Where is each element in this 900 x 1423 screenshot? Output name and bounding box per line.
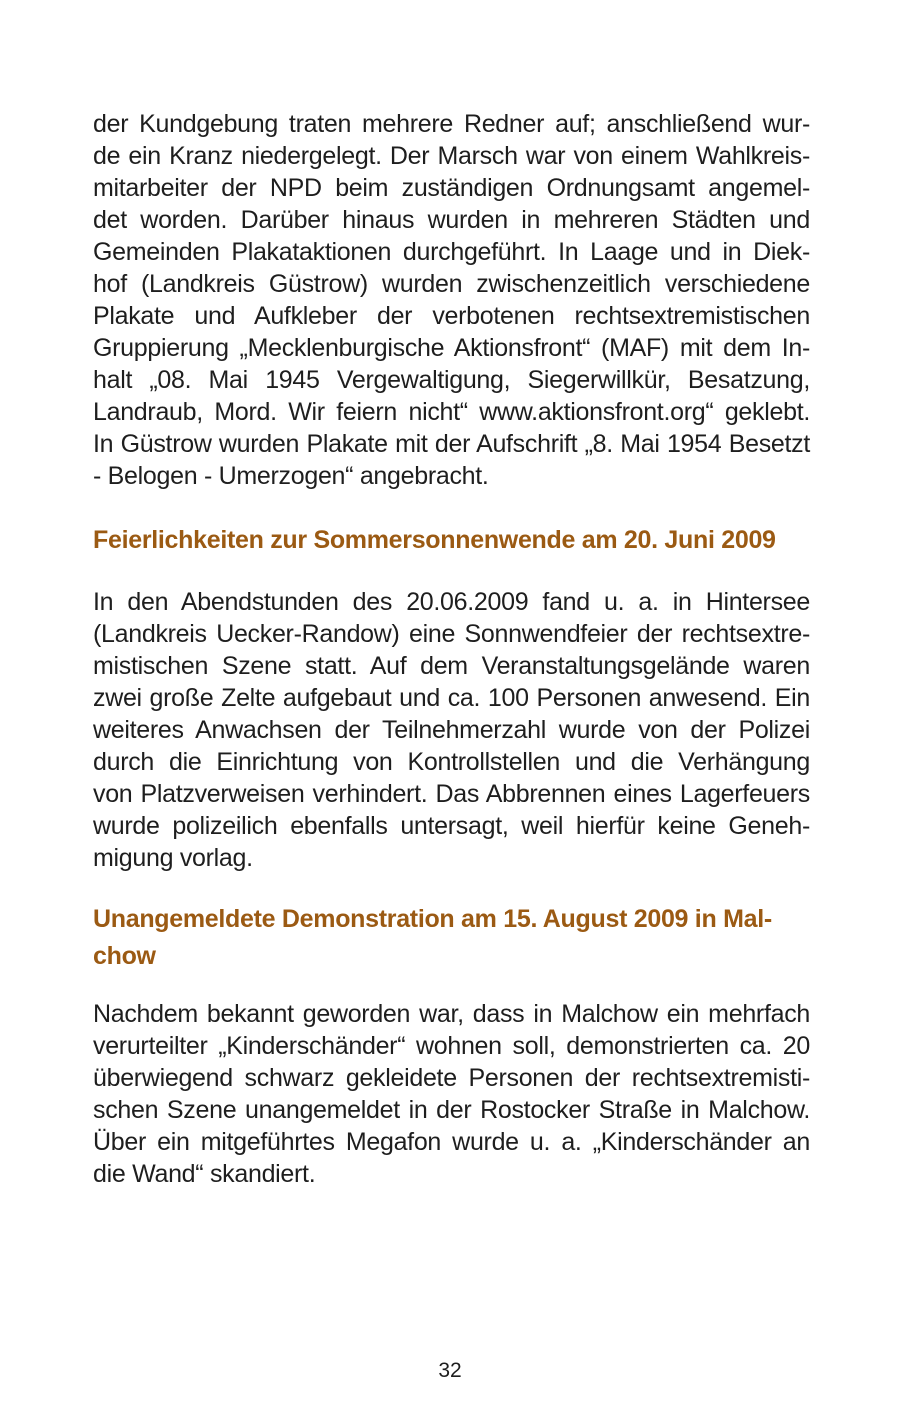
page-number: 32	[438, 1359, 462, 1382]
text-line: überwiegend schwarz gekleidete Personen der rechtsextremisti-	[93, 1064, 810, 1092]
text-line: mitarbeiter der NPD beim zuständigen Ordnungsamt angemel-	[93, 174, 810, 202]
text-line: weiteres Anwachsen der Teilnehmerzahl wurde von der Polizei	[93, 716, 810, 744]
text-line: Landraub, Mord. Wir feiern nicht“ www.aktionsfront.org“ geklebt.	[93, 398, 810, 426]
text-line: der Kundgebung traten mehrere Redner auf; anschließend wur-	[93, 110, 810, 138]
text-line: chow	[93, 942, 156, 970]
text-line: Unangemeldete Demonstration am 15. August 2009 in Mal-	[93, 905, 772, 933]
paragraph-demonstration-malchow	[93, 998, 810, 1190]
text-line: In Güstrow wurden Plakate mit der Aufschrift „8. Mai 1954 Besetzt	[93, 430, 810, 458]
text-line: verurteilter „Kinderschänder“ wohnen soll, demonstrierten ca. 20	[93, 1032, 810, 1060]
text-line: wurde polizeilich ebenfalls untersagt, weil hierfür keine Geneh-	[93, 812, 810, 840]
text-line: migung vorlag.	[93, 844, 253, 872]
section-heading-sommersonnenwende	[93, 522, 810, 559]
text-line: Nachdem bekannt geworden war, dass in Malchow ein mehrfach	[93, 1000, 810, 1028]
text-line: Gemeinden Plakataktionen durchgeführt. In Laage und in Diek-	[93, 238, 810, 266]
text-line: mistischen Szene statt. Auf dem Veranstaltungsgelände waren	[93, 652, 810, 680]
text-line: Plakate und Aufkleber der verbotenen rechtsextremistischen	[93, 302, 810, 330]
text-line: durch die Einrichtung von Kontrollstellen und die Verhängung	[93, 748, 810, 776]
text-line: Gruppierung „Mecklenburgische Aktionsfront“ (MAF) mit dem In-	[93, 334, 810, 362]
text-line: halt „08. Mai 1945 Vergewaltigung, Siegerwillkür, Besatzung,	[93, 366, 810, 394]
text-line: hof (Landkreis Güstrow) wurden zwischenzeitlich verschiedene	[93, 270, 810, 298]
text-line: det worden. Darüber hinaus wurden in mehreren Städten und	[93, 206, 810, 234]
paragraph-kundgebung-plakataktionen	[93, 108, 810, 492]
text-line: In den Abendstunden des 20.06.2009 fand u. a. in Hintersee	[93, 588, 810, 616]
text-line: die Wand“ skandiert.	[93, 1160, 316, 1188]
text-line: (Landkreis Uecker-Randow) eine Sonnwendfeier der rechtsextre-	[93, 620, 810, 648]
text-line: zwei große Zelte aufgebaut und ca. 100 Personen anwesend. Ein	[93, 684, 810, 712]
text-line: von Platzverweisen verhindert. Das Abbrennen eines Lagerfeuers	[93, 780, 810, 808]
text-line: schen Szene unangemeldet in der Rostocker Straße in Malchow.	[93, 1096, 810, 1124]
paragraph-sonnwendfeier-hintersee	[93, 586, 810, 874]
text-line: Über ein mitgeführtes Megafon wurde u. a. „Kinderschänder an	[93, 1128, 810, 1156]
text-line: de ein Kranz niedergelegt. Der Marsch war von einem Wahlkreis-	[93, 142, 810, 170]
section-heading-demonstration-malchow	[93, 901, 810, 975]
text-line: - Belogen - Umerzogen“ angebracht.	[93, 462, 489, 490]
text-line: Feierlichkeiten zur Sommersonnenwende am 20. Juni 2009	[93, 526, 776, 554]
